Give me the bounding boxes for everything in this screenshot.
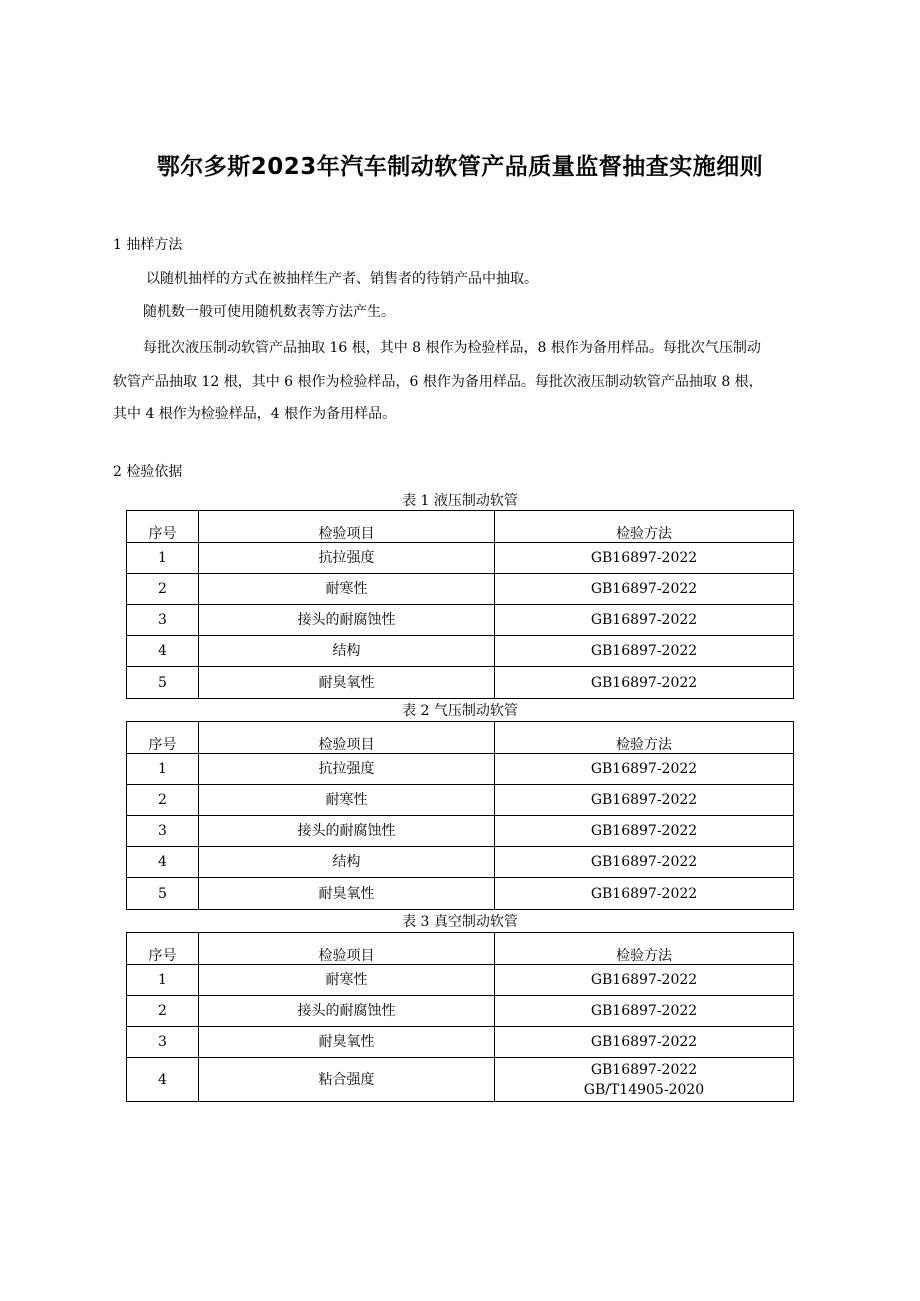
sampling-paragraph-2: 随机数一般可使用随机数表等方法产生。 (143, 304, 395, 320)
header-item: 检验项目 (199, 511, 495, 543)
table-row (127, 754, 794, 785)
table-row (127, 878, 794, 910)
row-item: 结构 (199, 636, 495, 667)
sampling-paragraph-3-line-3: 其中 4 根作为检验样品，4 根作为备用样品。 (113, 406, 397, 422)
sampling-paragraph-3-line-2: 软管产品抽取 12 根，其中 6 根作为检验样品，6 根作为备用样品。每批次液压制动软管产品抽取 8 根， (113, 374, 763, 390)
row-item: 耐寒性 (199, 574, 495, 605)
table-1-caption: 表 1 液压制动软管 (402, 493, 518, 509)
row-no: 3 (127, 605, 199, 636)
table-header-row (127, 511, 794, 543)
row-no: 4 (127, 1058, 199, 1102)
row-item: 抗拉强度 (199, 543, 495, 574)
table-2-caption: 表 2 气压制动软管 (402, 703, 518, 719)
sampling-paragraph-3-line-1: 每批次液压制动软管产品抽取 16 根，其中 8 根作为检验样品，8 根作为备用样品。每批次气压制动 (143, 340, 761, 356)
table-row (127, 965, 794, 996)
row-no: 3 (127, 816, 199, 847)
row-method: GB16897-2022 (495, 605, 794, 636)
row-method: GB16897-2022 (495, 878, 794, 910)
row-method: GB16897-2022 (495, 1027, 794, 1058)
row-method: GB16897-2022 (495, 847, 794, 878)
header-method: 检验方法 (495, 933, 794, 965)
row-method: GB16897-2022 (495, 965, 794, 996)
row-method (495, 1058, 794, 1102)
table-row (127, 816, 794, 847)
document-title: 鄂尔多斯2023年汽车制动软管产品质量监督抽查实施细则 (156, 154, 764, 180)
row-method: GB16897-2022 (495, 754, 794, 785)
table-row (127, 574, 794, 605)
row-method: GB16897-2022 (495, 996, 794, 1027)
row-item: 抗拉强度 (199, 754, 495, 785)
row-item: 耐臭氧性 (199, 1027, 495, 1058)
row-item: 结构 (199, 847, 495, 878)
table-row (127, 847, 794, 878)
table-row (127, 1058, 794, 1102)
row-item: 耐寒性 (199, 965, 495, 996)
row-method-line-2: GB/T14905-2020 (583, 1081, 705, 1098)
row-no: 2 (127, 574, 199, 605)
row-no: 1 (127, 965, 199, 996)
row-method: GB16897-2022 (495, 816, 794, 847)
row-no: 2 (127, 785, 199, 816)
table-row (127, 636, 794, 667)
section-2-heading: 2 检验依据 (113, 464, 183, 480)
row-no: 2 (127, 996, 199, 1027)
table-row (127, 996, 794, 1027)
row-item: 粘合强度 (199, 1058, 495, 1102)
row-no: 4 (127, 636, 199, 667)
table-row (127, 785, 794, 816)
table-header-row (127, 933, 794, 965)
row-method: GB16897-2022 (495, 785, 794, 816)
table-row (127, 667, 794, 699)
row-method-line-1: GB16897-2022 (590, 1061, 698, 1078)
header-item: 检验项目 (199, 933, 495, 965)
table-3 (126, 932, 794, 1102)
sampling-paragraph-1: 以随机抽样的方式在被抽样生产者、销售者的待销产品中抽取。 (146, 271, 538, 287)
row-no: 1 (127, 543, 199, 574)
row-item: 接头的耐腐蚀性 (199, 816, 495, 847)
table-3-caption: 表 3 真空制动软管 (402, 914, 518, 930)
header-no: 序号 (127, 511, 199, 543)
table-1 (126, 510, 794, 699)
table-row (127, 605, 794, 636)
row-no: 5 (127, 667, 199, 699)
row-no: 5 (127, 878, 199, 910)
row-item: 接头的耐腐蚀性 (199, 996, 495, 1027)
table-header-row (127, 722, 794, 754)
header-no: 序号 (127, 722, 199, 754)
row-no: 3 (127, 1027, 199, 1058)
row-no: 4 (127, 847, 199, 878)
row-method: GB16897-2022 (495, 543, 794, 574)
row-method: GB16897-2022 (495, 667, 794, 699)
table-row (127, 1027, 794, 1058)
section-1-heading: 1 抽样方法 (113, 237, 183, 253)
row-method: GB16897-2022 (495, 636, 794, 667)
header-no: 序号 (127, 933, 199, 965)
header-method: 检验方法 (495, 722, 794, 754)
table-2 (126, 721, 794, 910)
table-row (127, 543, 794, 574)
row-item: 耐臭氧性 (199, 878, 495, 910)
header-method: 检验方法 (495, 511, 794, 543)
row-method: GB16897-2022 (495, 574, 794, 605)
row-item: 耐臭氧性 (199, 667, 495, 699)
row-no: 1 (127, 754, 199, 785)
row-item: 耐寒性 (199, 785, 495, 816)
row-item: 接头的耐腐蚀性 (199, 605, 495, 636)
header-item: 检验项目 (199, 722, 495, 754)
